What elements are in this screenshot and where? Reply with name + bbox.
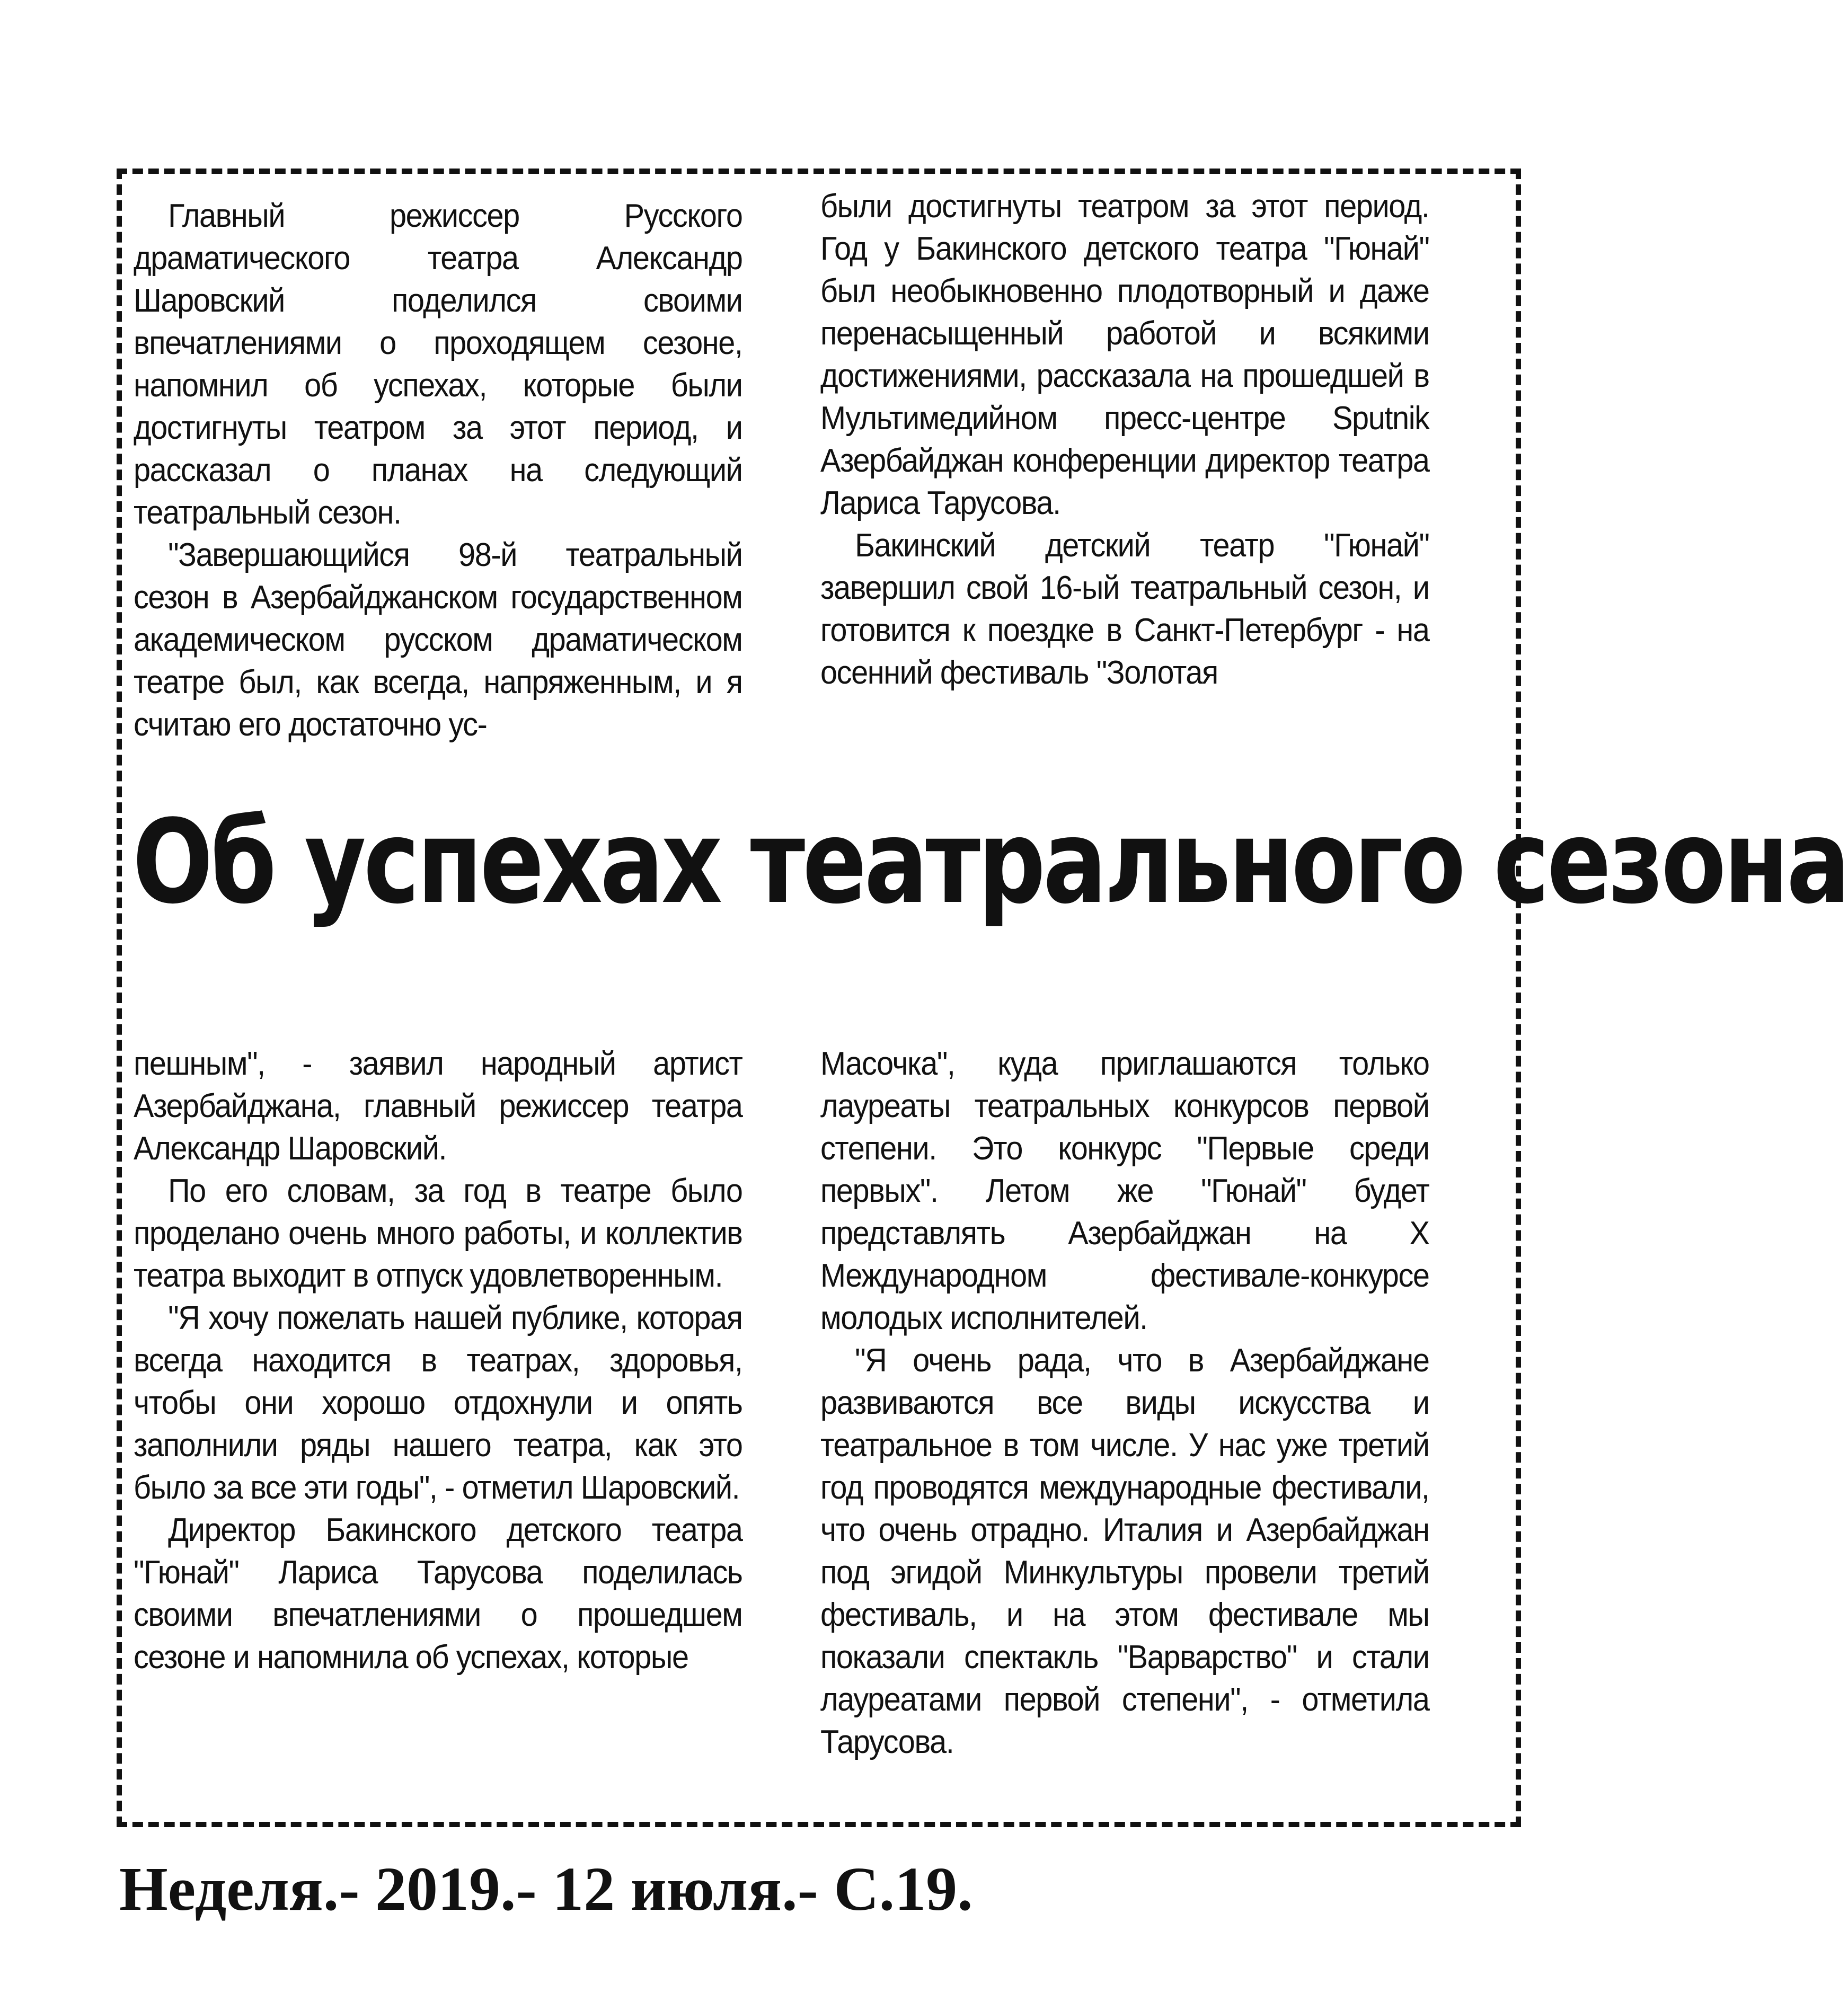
paragraph: "Завершающийся 98-й театральный сезон в Азербайджанском государственном академическом русском драматическом театре был, как всегда, напряженным, и я считаю его достаточно ус- (134, 537, 742, 743)
paragraph: "Я очень рада, что в Азербайджане развиваются все виды искусства и театральное в том числе. У нас уже третий год проводятся международные фестивали, что очень отрадно. Италия и Азербайджан под эгидой Минкультуры провели третий фестиваль, и на этом фестивале мы показали спектакль "Варварство" и стали лауреатами первой степени", - отметила Тарусова. (820, 1342, 1429, 1760)
source-citation: Неделя.- 2019.- 12 июля.- С.19. (119, 1854, 973, 1924)
paragraph: Главный режиссер Русского драматического театра Александр Шаровский поделился своими впечатлениями о проходящем сезоне, напомнил об успехах, которые были достигнуты театром за этот период, и рассказал о планах на следующий театральный сезон. (134, 198, 742, 531)
paragraph: По его словам, за год в театре было проделано очень много работы, и коллектив театра выходит в отпуск удовлетворенным. (134, 1173, 742, 1294)
column-top-right (820, 185, 1429, 694)
paragraph: Директор Бакинского детского театра "Гюнай" Лариса Тарусова поделилась своими впечатлениями о прошедшем сезоне и напомнила об успехах, которые (134, 1512, 742, 1676)
column-bottom-left (134, 1043, 742, 1679)
article-headline: Об успехах театрального сезона (132, 795, 1848, 929)
paragraph: пешным", - заявил народный артист Азербайджана, главный режиссер театра Александр Шаровский. (134, 1046, 742, 1167)
column-top-left (134, 195, 742, 746)
paragraph: были достигнуты театром за этот период. Год у Бакинского детского театра "Гюнай" был необыкновенно плодотворный и даже перенасыщенный работой и всякими достижениями, рассказала на прошедшей в Мультимедийном пресс-центре Sputnik Азербайджан конференции директор театра Лариса Тарусова. (820, 188, 1429, 521)
column-bottom-right (820, 1043, 1429, 1764)
newspaper-clipping (117, 169, 1848, 1827)
paragraph: "Я хочу пожелать нашей публике, которая всегда находится в театрах, здоровья, чтобы они хорошо отдохнули и опять заполнили ряды нашего театра, как это было за все эти годы", - отметил Шаровский. (134, 1300, 742, 1506)
paragraph: Бакинский детский театр "Гюнай" завершил свой 16-ый театральный сезон, и готовится к поездке в Санкт-Петербург - на осенний фестиваль "Золотая (820, 527, 1429, 691)
paragraph: Масочка", куда приглашаются только лауреаты театральных конкурсов первой степени. Это конкурс "Первые среди первых". Летом же "Гюнай" будет представлять Азербайджан на X Международном фестивале-конкурсе молодых исполнителей. (820, 1046, 1429, 1336)
